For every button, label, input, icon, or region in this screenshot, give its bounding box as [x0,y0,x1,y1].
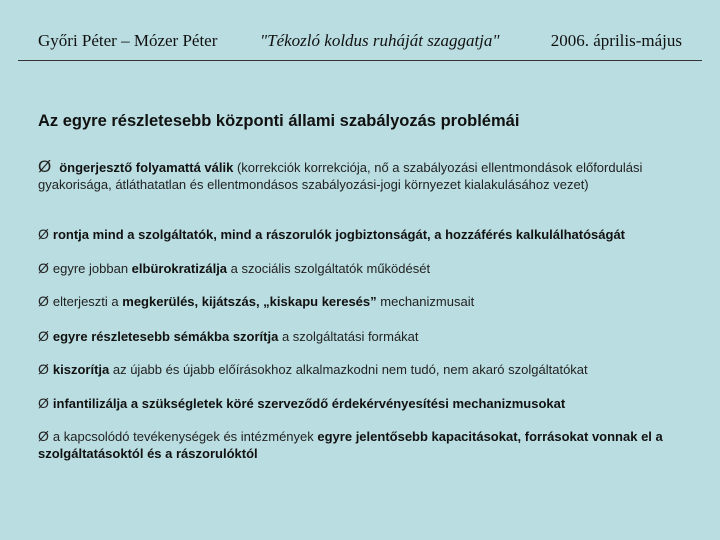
arrow-bullet-icon: Ø [38,328,49,344]
bullet-text: (korrekciók korrekciója, nő a szabályozási ellentmondások előfordulási gyakorisága, átláthatatlan és ellentmondásos szabályozási-jogi környezet kialakulásához vezet) [38,160,643,192]
bullet-text: mechanizmusait [376,294,475,309]
bullet-item-1 [38,158,688,193]
arrow-bullet-icon: Ø [38,428,49,444]
slide-header [18,28,702,58]
bullet-text: a kapcsolódó tevékenységek és intézmények [52,429,318,444]
arrow-bullet-icon: Ø [38,395,49,411]
bullet-bold: rontja mind a szolgáltatók, mind a rászorulók jogbiztonságát, a hozzáférés kalkulálhatóságát [52,227,626,242]
bullet-bold: egyre részletesebb sémákba szorítja [52,329,279,344]
bullet-item-5 [38,328,688,345]
slide-title: Az egyre részletesebb központi állami szabályozás problémái [38,112,520,130]
bullet-item-8 [38,428,688,462]
bullet-bold: infantilizálja a szükségletek köré szerveződő érdekérvényesítési mechanizmusokat [52,396,566,411]
header-quote: "Tékozló koldus ruháját szaggatja" [260,31,500,50]
bullet-text: a szociális szolgáltatók működését [227,261,431,276]
bullet-bold: megkerülés, kijátszás, „kiskapu keresés” [122,294,377,309]
arrow-bullet-icon: Ø [38,293,49,309]
bullet-text: az újabb és újabb előírásokhoz alkalmazkodni nem tudó, nem akaró szolgáltatókat [109,362,588,377]
header-date: 2006. április-május [550,31,682,50]
bullet-bold: elbürokratizálja [131,261,228,276]
bullet-bold: egyre jelentősebb kapacitásokat, forrásokat vonnak el a szolgáltatásoktól és a rászorulóktól [38,429,663,461]
bullet-bold: kiszorítja [52,362,110,377]
bullet-bold: öngerjesztő folyamattá válik [59,160,234,175]
header-authors: Győri Péter – Mózer Péter [38,31,218,50]
bullet-text: a szolgáltatási formákat [278,329,419,344]
arrow-bullet-icon: Ø [38,361,49,377]
bullet-text: elterjeszti a [52,294,123,309]
arrow-bullet-icon: Ø [38,226,49,242]
header-divider [18,60,702,61]
bullet-item-3 [38,260,688,277]
bullet-item-2 [38,226,688,243]
bullet-item-4 [38,293,688,310]
bullet-item-6 [38,361,688,378]
arrow-bullet-icon: Ø [38,157,52,176]
bullet-text: egyre jobban [52,261,132,276]
bullet-item-7 [38,395,688,412]
arrow-bullet-icon: Ø [38,260,49,276]
